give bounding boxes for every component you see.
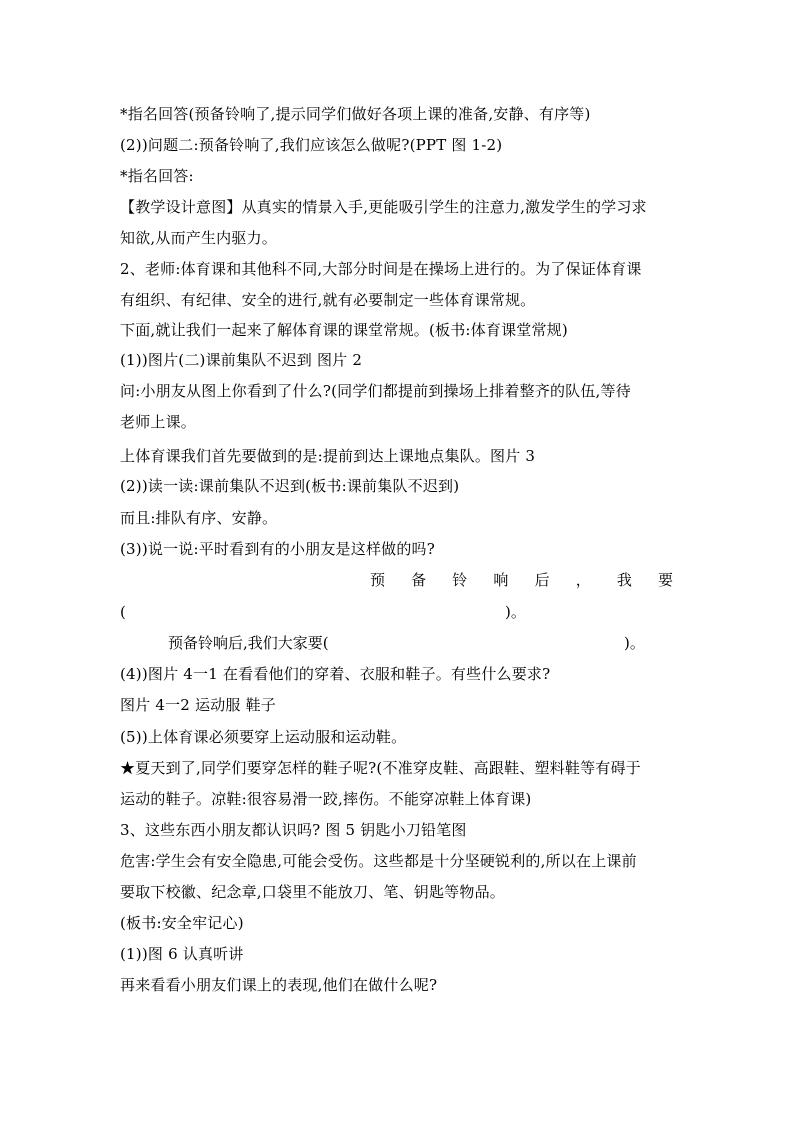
spread-char: 备 — [411, 571, 427, 589]
blank-line-text: 预备铃响后,我们大家要( — [168, 634, 329, 652]
spread-char: 要 — [657, 571, 673, 589]
text-line: 老师上课。 — [120, 413, 197, 431]
text-line: (4))图片 4一1 在看看他们的穿着、衣服和鞋子。有些什么要求? — [120, 665, 551, 683]
text-line: 危害:学生会有安全隐患,可能会受伤。这些都是十分坚硬锐利的,所以在上课前 — [120, 852, 637, 870]
spread-char: 铃 — [452, 571, 468, 589]
text-line: *指名回答: — [120, 167, 194, 185]
text-line: 有组织、有纪律、安全的进行,就有必要制定一些体育课常规。 — [120, 291, 536, 309]
text-line: 2、老师:体育课和其他科不同,大部分时间是在操场上进行的。为了保证体育课 — [120, 260, 642, 278]
spread-line — [370, 570, 673, 590]
text-line: (2))问题二:预备铃响了,我们应该怎么做呢?(PPT 图 1-2) — [120, 136, 503, 154]
spread-char: 我 — [616, 571, 632, 589]
spread-char: 响 — [493, 571, 509, 589]
text-line: 上体育课我们首先要做到的是:提前到达上课地点集队。图片 3 — [120, 447, 536, 465]
blank-open-paren: ( — [120, 603, 126, 621]
text-line: 运动的鞋子。凉鞋:很容易滑一跤,摔伤。不能穿凉鞋上体育课) — [120, 790, 532, 808]
text-line: (2))读一读:课前集队不迟到(板书:课前集队不迟到) — [120, 477, 460, 495]
text-line: 下面,就让我们一起来了解体育课的课堂常规。(板书:体育课堂常规) — [120, 321, 568, 339]
text-line: (1))图片(二)课前集队不迟到 图片 2 — [120, 351, 363, 369]
text-line: 要取下校徽、纪念章,口袋里不能放刀、笔、钥匙等物品。 — [120, 883, 505, 901]
text-line: 再来看看小朋友们课上的表现,他们在做什么呢? — [120, 976, 438, 994]
text-line: 知欲,从而产生内驱力。 — [120, 229, 277, 247]
blank-close-paren: )。 — [624, 634, 645, 652]
spread-char: 预 — [370, 571, 386, 589]
text-line: (1))图 6 认真听讲 — [120, 945, 244, 963]
text-line: 图片 4一2 运动服 鞋子 — [120, 696, 276, 714]
text-line: (3))说一说:平时看到有的小朋友是这样做的吗? — [120, 540, 435, 558]
text-line: (板书:安全牢记心) — [120, 914, 244, 932]
text-line: 问:小朋友从图上你看到了什么?(同学们都提前到操场上排着整齐的队伍,等待 — [120, 382, 631, 400]
spread-char: 后 — [534, 571, 550, 589]
text-line: (5))上体育课必须要穿上运动服和运动鞋。 — [120, 728, 407, 746]
text-line: 而且:排队有序、安静。 — [120, 509, 278, 527]
text-line: 【教学设计意图】从真实的情景入手,更能吸引学生的注意力,激发学生的学习求 — [120, 198, 647, 216]
text-line: 3、这些东西小朋友都认识吗? 图 5 钥匙小刀铅笔图 — [120, 821, 467, 839]
text-line: ★夏天到了,同学们要穿怎样的鞋子呢?(不准穿皮鞋、高跟鞋、塑料鞋等有碍于 — [120, 759, 641, 777]
text-line: *指名回答(预备铃响了,提示同学们做好各项上课的准备,安静、有序等) — [120, 105, 591, 123]
spread-char: ， — [575, 571, 591, 589]
blank-close-paren: )。 — [505, 603, 526, 621]
